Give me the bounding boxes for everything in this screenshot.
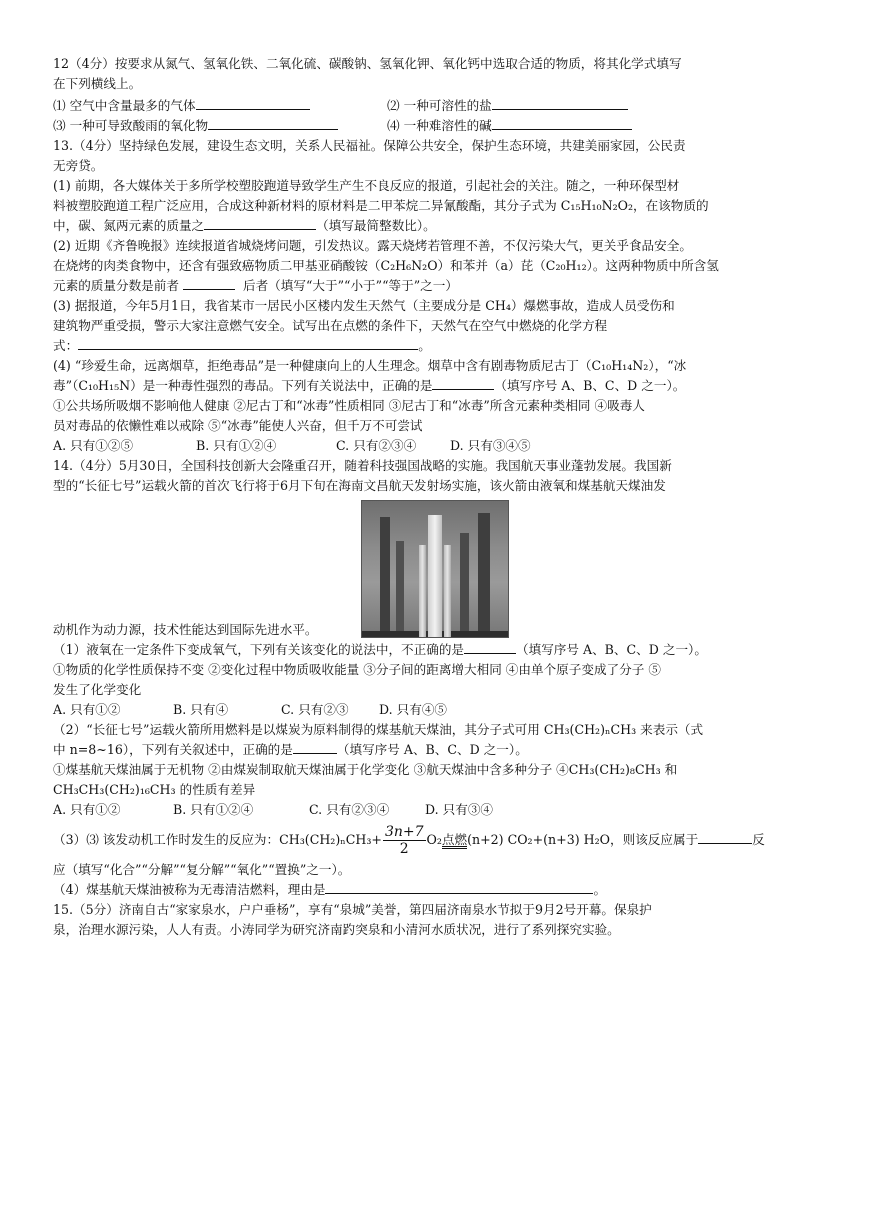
q13-choice-a[interactable]: A. 只有①②⑤: [53, 438, 134, 453]
q14-part2-choice-c[interactable]: C. 只有②③④: [309, 802, 390, 817]
q13-part2-line3: 元素的质量分数是前者 后者（填写“大于”“小于”“等于”之一）: [53, 278, 458, 293]
q14-part3-line2: 应（填写“化合”“分解”“复分解”“氧化”“置换”之一）。: [53, 862, 351, 877]
q14-part2-choice-b[interactable]: B. 只有①②④: [173, 802, 254, 817]
q12-item-2: ⑵ 一种可溶性的盐: [387, 98, 492, 113]
q14-part2-choice-d[interactable]: D. 只有③④: [425, 802, 494, 817]
q14-intro-line3: 动机作为动力源，技术性能达到国际先进水平。: [53, 622, 318, 637]
rocket-launch-photo: [361, 500, 509, 638]
q13-part1-line2: 料被塑胶跑道工程广泛应用，合成这种新材料的原材料是二甲苯烷二异氰酸酯，其分子式为 C₁₅H₁₀N₂O₂，在该物质的: [53, 198, 709, 213]
q13-part4-line3: ①公共场所吸烟不影响他人健康 ②尼古丁和“冰毒”性质相同 ③尼古丁和“冰毒”所含元素种类相同 ④吸毒人: [53, 398, 645, 413]
rocket-photo-container: [53, 500, 817, 638]
q12-item-3: ⑶ 一种可导致酸雨的氧化物: [53, 118, 209, 133]
q14-part2-choices: [53, 800, 817, 820]
q14-part1-choice-b[interactable]: B. 只有④: [173, 702, 229, 717]
q14-part1-line2: ①物质的化学性质保持不变 ②变化过程中物质吸收能量 ③分子间的距离增大相同 ④由单个原子变成了分子 ⑤: [53, 662, 661, 677]
q12-blank-2[interactable]: [492, 96, 628, 110]
q12-blank-3[interactable]: [208, 116, 338, 130]
q13-part2-blank[interactable]: [183, 276, 235, 290]
reaction-coefficient-fraction: $\frac{3n+7}{2}$: [384, 824, 424, 857]
q14-part4-blank[interactable]: [325, 880, 593, 894]
q14-part4-line: （4）煤基航天煤油被称为无毒清洁燃料，理由是 。: [53, 882, 607, 897]
q14-part2-choice-a[interactable]: A. 只有①②: [53, 802, 121, 817]
q12-item-4: ⑷ 一种难溶性的碱: [387, 118, 492, 133]
q13-intro-line1: 13.（4分）坚持绿色发展，建设生态文明，关系人民福祉。保障公共安全，保护生态环境，共建美丽家园，公民责: [53, 138, 686, 153]
q13-part3-line1: (3) 据报道，今年5月1日，我省某市一居民小区楼内发生天然气（主要成分是 CH₄）爆燃事故，造成人员受伤和: [53, 298, 675, 313]
q14-part1-choice-c[interactable]: C. 只有②③: [281, 702, 349, 717]
q14-part1-choices: [53, 700, 817, 720]
q14-part1-line3: 发生了化学变化: [53, 682, 142, 697]
q13-part2-line2: 在烧烤的肉类食物中，还含有强致癌物质二甲基亚硝酸铵（C₂H₆N₂O）和苯并（a）芘（C₂₀H₁₂）。这两种物质中所含氢: [53, 258, 719, 273]
q13-choices: [53, 436, 817, 456]
q13-choice-b[interactable]: B. 只有①②④: [196, 438, 277, 453]
q14-intro-line1: 14.（4分）5月30日，全国科技创新大会隆重召开，随着科技强国战略的实施。我国航天事业蓬勃发展。我国新: [53, 458, 672, 473]
q12-blank-4[interactable]: [492, 116, 632, 130]
q14-part1-blank[interactable]: [464, 640, 516, 654]
q13-intro-line2: 无旁贷。: [53, 158, 104, 173]
q12-row-1: [53, 96, 817, 116]
q13-part1-blank[interactable]: [204, 216, 316, 230]
q12-intro-line1: 12（4分）按要求从氮气、氢氧化铁、二氧化硫、碳酸钠、氢氧化钾、氧化钙中选取合适的物质，将其化学式填写: [53, 56, 682, 71]
q13-part3-line3: 式： 。: [53, 338, 431, 353]
q13-part3-line2: 建筑物严重受损，警示大家注意燃气安全。试写出在点燃的条件下，天然气在空气中燃烧的化学方程: [53, 318, 608, 333]
exam-page: [53, 54, 817, 940]
q15-line1: 15.（5分）济南自古“家家泉水，户户垂杨”，享有“泉城”美誉，第四届济南泉水节拟于9月2号开幕。保泉护: [53, 902, 652, 917]
q13-part1-line1: (1) 前期，各大媒体关于多所学校塑胶跑道导致学生产生不良反应的报道，引起社会的关注。随之，一种环保型材: [53, 178, 680, 193]
q14-part2-line1: （2）“长征七号”运载火箭所用燃料是以煤炭为原料制得的煤基航天煤油，其分子式可用 CH₃(CH₂)ₙCH₃ 来表示（式: [53, 722, 704, 737]
q14-intro-line2: 型的“长征七号”运载火箭的首次飞行将于6月下旬在海南文昌航天发射场实施，该火箭由液氧和煤基航天煤油发: [53, 478, 666, 493]
q14-part2-line2: 中 n=8~16），下列有关叙述中，正确的是 （填写序号 A、B、C、D 之一）。: [53, 742, 528, 757]
q13-part4-line4: 员对毒品的依懒性难以戒除 ⑤“冰毒”能使人兴奋，但千万不可尝试: [53, 418, 423, 433]
q12-row-2: [53, 116, 817, 136]
q13-choice-d[interactable]: D. 只有③④⑤: [450, 438, 531, 453]
q14-part2-blank[interactable]: [293, 740, 337, 754]
q12-blank-1[interactable]: [196, 96, 310, 110]
q14-part1-choice-a[interactable]: A. 只有①②: [53, 702, 121, 717]
q14-part3-line1: （3）⑶ 该发动机工作时发生的反应为：CH₃(CH₂)ₙCH₃+ $\frac{3n+7}{2}$ O₂点燃(n+2) CO₂+(n+3) H₂O，则该反应属于 反: [53, 824, 765, 857]
q13-part3-blank[interactable]: [78, 336, 418, 350]
q13-choice-c[interactable]: C. 只有②③④: [336, 438, 417, 453]
q13-part1-line3: 中，碳、氮两元素的质量之 （填写最简整数比）。: [53, 218, 436, 233]
q12-intro-line2: 在下列横线上。: [53, 76, 142, 91]
q13-part4-line1: (4) “珍爱生命，远离烟草，拒绝毒品”是一种健康向上的人生理念。烟草中含有剧毒物质尼古丁（C₁₀H₁₄N₂），“冰: [53, 358, 687, 373]
q14-part2-line4: CH₃CH₃(CH₂)₁₆CH₃ 的性质有差异: [53, 782, 256, 797]
q13-part2-line1: (2) 近期《齐鲁晚报》连续报道省城烧烤问题，引发热议。露天烧烤若管理不善，不仅污染大气，更关乎食品安全。: [53, 238, 692, 253]
ignition-condition: 点燃: [441, 832, 468, 847]
q15-line2: 泉，治理水源污染，人人有责。小涛同学为研究济南趵突泉和小清河水质状况，进行了系列探究实验。: [53, 922, 620, 937]
q13-part4-blank[interactable]: [432, 376, 494, 390]
q14-part3-blank[interactable]: [698, 830, 752, 844]
q13-part4-line2: 毒”（C₁₀H₁₅N）是一种毒性强烈的毒品。下列有关说法中，正确的是 （填写序号 A、B、C、D 之一）。: [53, 378, 686, 393]
q14-part2-line3: ①煤基航天煤油属于无机物 ②由煤炭制取航天煤油属于化学变化 ③航天煤油中含多种分子 ④CH₃(CH₂)₈CH₃ 和: [53, 762, 678, 777]
q14-part1-choice-d[interactable]: D. 只有④⑤: [379, 702, 448, 717]
q12-item-1: ⑴ 空气中含量最多的气体: [53, 98, 196, 113]
q14-part1-line1: （1）液氧在一定条件下变成氧气，下列有关该变化的说法中，不正确的是 （填写序号 A、B、C、D 之一）。: [53, 642, 707, 657]
